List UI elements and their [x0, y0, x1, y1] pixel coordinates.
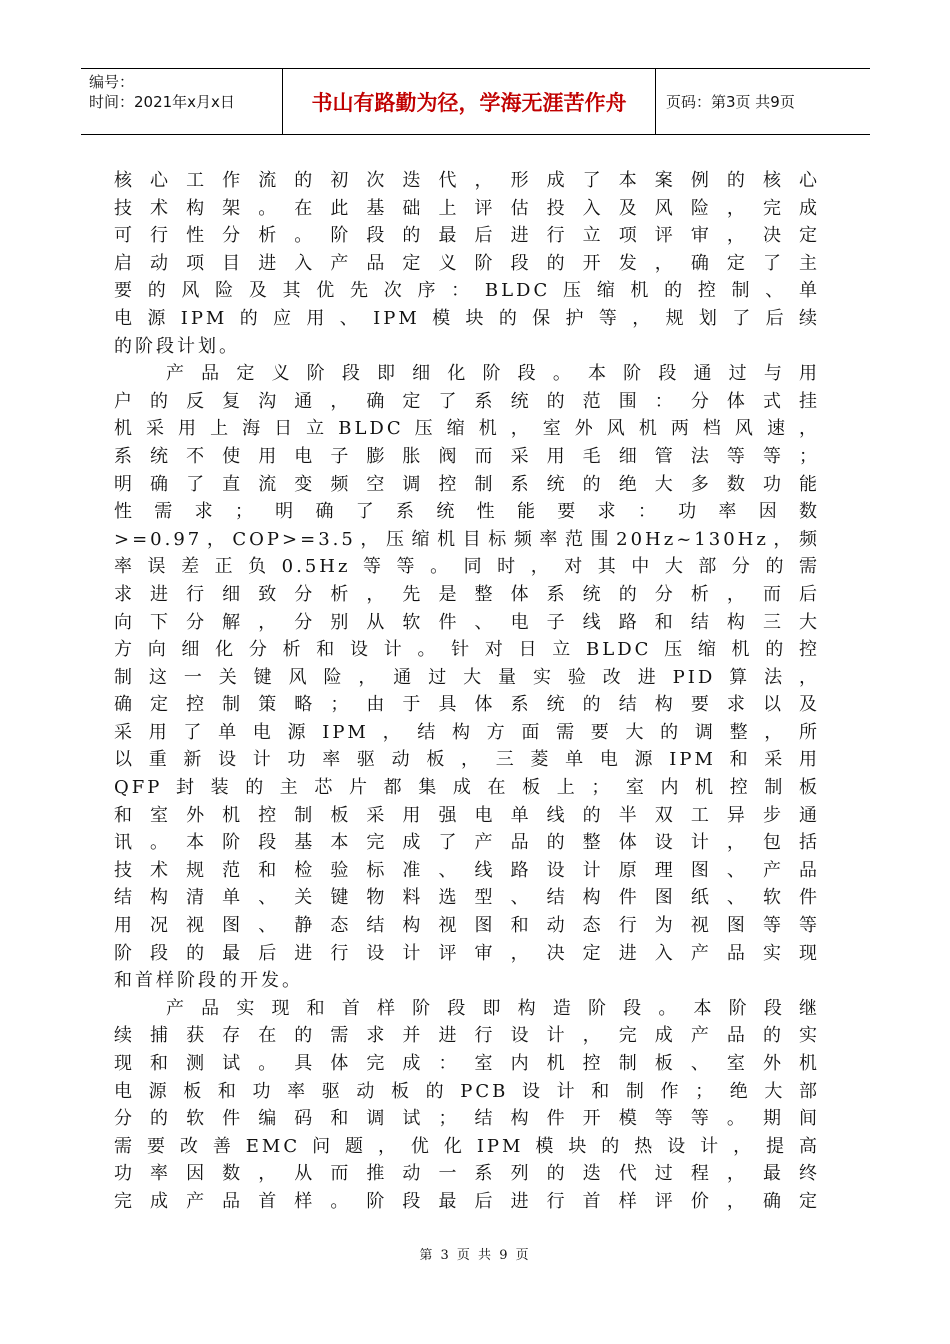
- body-line: 功率因数，从而推动一系列的迭代过程，最终: [114, 1163, 820, 1185]
- body-line: 结构清单、关键物料选型、结构件图纸、软件: [114, 887, 820, 909]
- header-page-number: 页码：第3页 共9页: [666, 93, 795, 111]
- header-motto: 书山有路勤为径，学海无涯苦作舟: [283, 69, 656, 134]
- body-line: 要的风险及其优先次序：BLDC压缩机的控制、单: [114, 280, 820, 302]
- body-line: 核心工作流的初次迭代，形成了本案例的核心: [114, 170, 820, 191]
- document-number-label: 编号：: [89, 73, 135, 91]
- body-line: 率误差正负0.5Hz等等。同时，对其中大部分的需: [114, 556, 820, 578]
- body-line: 续捕获存在的需求并进行设计，完成产品的实: [114, 1025, 820, 1047]
- body-line: >=0.97，COP>=3.5，压缩机目标频率范围20Hz~130Hz，频: [114, 528, 820, 550]
- body-line: 产品定义阶段即细化阶段。本阶段通过与用: [166, 363, 820, 385]
- body-line: 阶段的最后进行设计评审，决定进入产品实现: [114, 942, 820, 964]
- body-line: 现和测试。具体完成：室内机控制板、室外机: [114, 1053, 820, 1074]
- document-body: [114, 167, 820, 1216]
- body-line: 用况视图、静态结构视图和动态行为视图等等: [114, 915, 820, 937]
- body-line: 技术规范和检验标准、线路设计原理图、产品: [114, 859, 820, 881]
- body-line: 机采用上海日立BLDC压缩机，室外风机两档风速，: [114, 418, 820, 440]
- body-line: 求进行细致分析，先是整体系统的分析，而后: [114, 583, 820, 605]
- body-line: QFP封装的主芯片都集成在板上；室内机控制板: [114, 777, 820, 799]
- body-line: 分的软件编码和调试；结构件开模等等。期间: [114, 1108, 820, 1130]
- body-line: 启动项目进入产品定义阶段的开发，确定了主: [114, 252, 820, 274]
- body-line: 向下分解，分别从软件、电子线路和结构三大: [114, 611, 820, 633]
- body-line: 电源IPM的应用、IPM模块的保护等，规划了后续: [114, 307, 820, 329]
- document-time-label: 时间：2021年x月x日: [89, 93, 235, 111]
- body-line: 和首样阶段的开发。: [114, 970, 303, 992]
- body-line: 系统不使用电子膨胀阀而采用毛细管法等等；: [114, 445, 820, 467]
- body-line: 电源板和功率驱动板的PCB设计和制作；绝大部: [114, 1080, 820, 1102]
- body-line: 完成产品首样。阶段最后进行首样评价，确定: [114, 1190, 820, 1212]
- page-footer: 第 3 页 共 9 页: [419, 1248, 531, 1263]
- body-line: 以重新设计功率驱动板，三菱单电源IPM和采用: [114, 749, 820, 771]
- body-line: 方向细化分析和设计。针对日立BLDC压缩机的控: [114, 639, 820, 661]
- header-meta: [81, 69, 283, 134]
- body-line: 和室外机控制板采用强电单线的半双工异步通: [114, 804, 820, 826]
- body-line: 需要改善EMC问题，优化IPM模块的热设计，提高: [114, 1135, 820, 1157]
- body-line: 可行性分析。阶段的最后进行立项评审，决定: [114, 225, 820, 247]
- body-line: 户的反复沟通，确定了系统的范围：分体式挂: [114, 390, 820, 412]
- body-line: 制这一关键风险，通过大量实验改进PID算法，: [114, 666, 820, 688]
- body-line: 的阶段计划。: [114, 335, 240, 357]
- body-line: 技术构架。在此基础上评估投入及风险，完成: [114, 197, 820, 219]
- body-line: 确定控制策略；由于具体系统的结构要求以及: [114, 694, 820, 716]
- body-line: 产品实现和首样阶段即构造阶段。本阶段继: [166, 997, 820, 1019]
- body-line: 性需求；明确了系统性能要求：功率因数: [114, 501, 820, 523]
- body-line: 讯。本阶段基本完成了产品的整体设计，包括: [114, 832, 820, 854]
- body-line: 明确了直流变频空调控制系统的绝大多数功能: [114, 473, 820, 495]
- body-line: 采用了单电源IPM，结构方面需要大的调整，所: [114, 721, 820, 743]
- page-header: [81, 68, 870, 135]
